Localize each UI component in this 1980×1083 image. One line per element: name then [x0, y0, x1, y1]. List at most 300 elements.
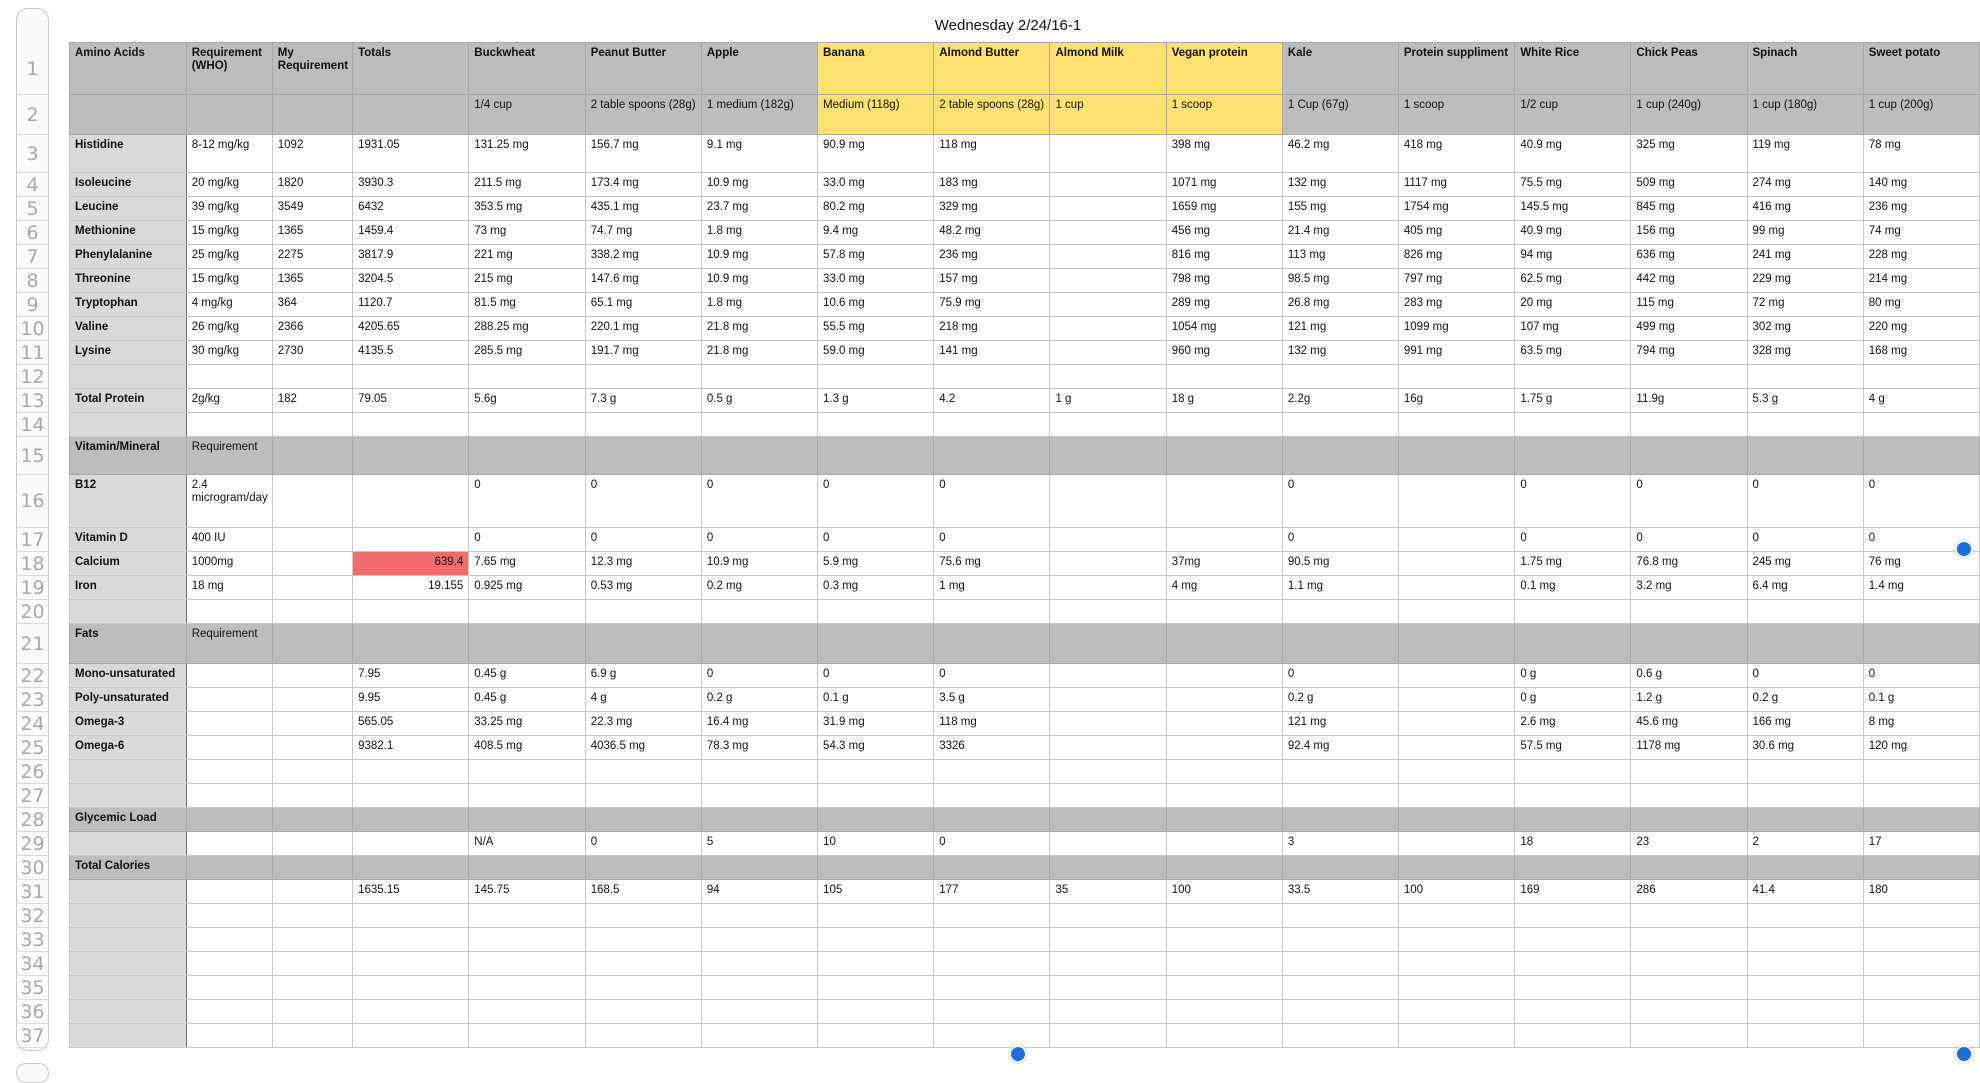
- row-number[interactable]: 9: [17, 293, 48, 317]
- table-cell[interactable]: [1515, 1000, 1631, 1024]
- table-cell[interactable]: 289 mg: [1166, 293, 1282, 317]
- table-cell[interactable]: [469, 976, 585, 1000]
- table-cell[interactable]: [1863, 928, 1979, 952]
- table-cell[interactable]: [272, 808, 352, 832]
- table-cell[interactable]: 10.9 mg: [701, 269, 817, 293]
- table-cell[interactable]: [186, 600, 272, 624]
- table-cell[interactable]: Requirement: [186, 437, 272, 475]
- table-cell[interactable]: [469, 856, 585, 880]
- table-cell[interactable]: [353, 95, 469, 135]
- table-cell[interactable]: [186, 760, 272, 784]
- table-cell[interactable]: 1459.4: [353, 221, 469, 245]
- table-cell[interactable]: 1659 mg: [1166, 197, 1282, 221]
- table-cell[interactable]: 6432: [353, 197, 469, 221]
- table-cell[interactable]: 2 table spoons (28g): [585, 95, 701, 135]
- table-cell[interactable]: [1631, 760, 1747, 784]
- table-cell[interactable]: 0: [1863, 528, 1979, 552]
- table-cell[interactable]: 435.1 mg: [585, 197, 701, 221]
- table-cell[interactable]: 147.6 mg: [585, 269, 701, 293]
- table-cell[interactable]: [353, 904, 469, 928]
- table-cell[interactable]: 132 mg: [1282, 341, 1398, 365]
- table-cell[interactable]: 1 cup (180g): [1747, 95, 1863, 135]
- table-cell[interactable]: [469, 904, 585, 928]
- table-cell[interactable]: [1050, 760, 1166, 784]
- table-cell[interactable]: [1282, 1000, 1398, 1024]
- table-cell[interactable]: 99 mg: [1747, 221, 1863, 245]
- table-cell[interactable]: [818, 952, 934, 976]
- table-cell[interactable]: 8 mg: [1863, 712, 1979, 736]
- table-cell[interactable]: 1 g: [1050, 389, 1166, 413]
- table-cell[interactable]: 2g/kg: [186, 389, 272, 413]
- table-cell[interactable]: 285.5 mg: [469, 341, 585, 365]
- table-cell[interactable]: [1166, 365, 1282, 389]
- table-cell[interactable]: 17: [1863, 832, 1979, 856]
- table-cell[interactable]: 33.0 mg: [818, 173, 934, 197]
- table-cell[interactable]: [1863, 413, 1979, 437]
- table-cell[interactable]: [585, 413, 701, 437]
- table-cell[interactable]: 73 mg: [469, 221, 585, 245]
- table-cell[interactable]: 816 mg: [1166, 245, 1282, 269]
- table-cell[interactable]: 3817.9: [353, 245, 469, 269]
- table-cell[interactable]: [585, 760, 701, 784]
- table-cell[interactable]: [1050, 475, 1166, 528]
- table-cell[interactable]: 62.5 mg: [1515, 269, 1631, 293]
- table-cell[interactable]: [353, 976, 469, 1000]
- row-label-cell[interactable]: [70, 904, 187, 928]
- table-cell[interactable]: [934, 1000, 1050, 1024]
- table-cell[interactable]: [1398, 784, 1514, 808]
- table-cell[interactable]: [1282, 365, 1398, 389]
- table-cell[interactable]: 221 mg: [469, 245, 585, 269]
- table-cell[interactable]: 7.65 mg: [469, 552, 585, 576]
- table-cell[interactable]: 45.6 mg: [1631, 712, 1747, 736]
- table-cell[interactable]: [701, 600, 817, 624]
- table-cell[interactable]: 21.8 mg: [701, 341, 817, 365]
- table-cell[interactable]: 16g: [1398, 389, 1514, 413]
- table-cell[interactable]: 283 mg: [1398, 293, 1514, 317]
- row-number[interactable]: 16: [17, 475, 48, 528]
- table-cell[interactable]: [1398, 928, 1514, 952]
- table-cell[interactable]: [1398, 904, 1514, 928]
- table-cell[interactable]: [1631, 624, 1747, 664]
- table-cell[interactable]: [1050, 341, 1166, 365]
- row-label-cell[interactable]: [70, 600, 187, 624]
- table-cell[interactable]: 398 mg: [1166, 135, 1282, 173]
- table-cell[interactable]: [1863, 856, 1979, 880]
- table-cell[interactable]: [934, 856, 1050, 880]
- table-cell[interactable]: [1050, 528, 1166, 552]
- table-cell[interactable]: [186, 1024, 272, 1048]
- row-number[interactable]: 19: [17, 576, 48, 600]
- table-cell[interactable]: [272, 600, 352, 624]
- table-cell[interactable]: 19.155: [353, 576, 469, 600]
- table-cell[interactable]: [272, 95, 352, 135]
- table-cell[interactable]: [818, 856, 934, 880]
- table-cell[interactable]: 4 g: [585, 688, 701, 712]
- row-label-cell[interactable]: [70, 95, 187, 135]
- table-cell[interactable]: [272, 576, 352, 600]
- table-cell[interactable]: 0: [1631, 475, 1747, 528]
- table-cell[interactable]: Buckwheat: [469, 43, 585, 95]
- table-cell[interactable]: [353, 528, 469, 552]
- table-cell[interactable]: [1166, 600, 1282, 624]
- table-cell[interactable]: 76 mg: [1863, 552, 1979, 576]
- table-cell[interactable]: 0.2 g: [1282, 688, 1398, 712]
- table-cell[interactable]: 9.4 mg: [818, 221, 934, 245]
- table-cell[interactable]: [1050, 952, 1166, 976]
- table-cell[interactable]: [1166, 1000, 1282, 1024]
- row-number[interactable]: 6: [17, 221, 48, 245]
- row-label-cell[interactable]: Glycemic Load: [70, 808, 187, 832]
- table-cell[interactable]: [469, 1000, 585, 1024]
- table-cell[interactable]: 6.9 g: [585, 664, 701, 688]
- table-cell[interactable]: 218 mg: [934, 317, 1050, 341]
- row-number[interactable]: 13: [17, 389, 48, 413]
- table-cell[interactable]: 20 mg/kg: [186, 173, 272, 197]
- table-cell[interactable]: 10.9 mg: [701, 552, 817, 576]
- table-cell[interactable]: [1050, 736, 1166, 760]
- table-cell[interactable]: [1050, 365, 1166, 389]
- table-cell[interactable]: [1863, 1024, 1979, 1048]
- table-cell[interactable]: [272, 976, 352, 1000]
- row-label-cell[interactable]: Leucine: [70, 197, 187, 221]
- table-cell[interactable]: [1050, 173, 1166, 197]
- table-cell[interactable]: [1398, 576, 1514, 600]
- table-cell[interactable]: [1050, 245, 1166, 269]
- table-cell[interactable]: 4.2: [934, 389, 1050, 413]
- table-cell[interactable]: [934, 976, 1050, 1000]
- table-cell[interactable]: [1631, 928, 1747, 952]
- table-cell[interactable]: 46.2 mg: [1282, 135, 1398, 173]
- table-cell[interactable]: [272, 904, 352, 928]
- row-number[interactable]: 31: [17, 880, 48, 904]
- table-cell[interactable]: [353, 808, 469, 832]
- table-cell[interactable]: [186, 365, 272, 389]
- row-number[interactable]: 30: [17, 856, 48, 880]
- table-cell[interactable]: [1050, 135, 1166, 173]
- table-cell[interactable]: 26.8 mg: [1282, 293, 1398, 317]
- table-cell[interactable]: [701, 760, 817, 784]
- table-cell[interactable]: Banana: [818, 43, 934, 95]
- table-cell[interactable]: 75.5 mg: [1515, 173, 1631, 197]
- table-cell[interactable]: 405 mg: [1398, 221, 1514, 245]
- table-cell[interactable]: Kale: [1282, 43, 1398, 95]
- table-cell[interactable]: 442 mg: [1631, 269, 1747, 293]
- table-cell[interactable]: 131.25 mg: [469, 135, 585, 173]
- table-cell[interactable]: [1050, 413, 1166, 437]
- table-cell[interactable]: [469, 413, 585, 437]
- table-cell[interactable]: [272, 736, 352, 760]
- table-cell[interactable]: 0.53 mg: [585, 576, 701, 600]
- table-cell[interactable]: [1166, 952, 1282, 976]
- table-cell[interactable]: 0: [934, 664, 1050, 688]
- table-cell[interactable]: 0: [1863, 664, 1979, 688]
- table-cell[interactable]: [272, 624, 352, 664]
- table-cell[interactable]: [1050, 808, 1166, 832]
- table-cell[interactable]: 168.5: [585, 880, 701, 904]
- table-cell[interactable]: 400 IU: [186, 528, 272, 552]
- table-cell[interactable]: [272, 832, 352, 856]
- row-label-cell[interactable]: [70, 952, 187, 976]
- table-cell[interactable]: [1398, 475, 1514, 528]
- table-cell[interactable]: 100: [1166, 880, 1282, 904]
- table-cell[interactable]: [934, 413, 1050, 437]
- table-cell[interactable]: [1282, 784, 1398, 808]
- table-cell[interactable]: [186, 784, 272, 808]
- table-cell[interactable]: 10: [818, 832, 934, 856]
- table-cell[interactable]: [1050, 576, 1166, 600]
- table-cell[interactable]: 1092: [272, 135, 352, 173]
- table-cell[interactable]: 0: [1515, 528, 1631, 552]
- table-cell[interactable]: 119 mg: [1747, 135, 1863, 173]
- table-cell[interactable]: [469, 784, 585, 808]
- table-cell[interactable]: 3: [1282, 832, 1398, 856]
- table-cell[interactable]: 991 mg: [1398, 341, 1514, 365]
- row-number[interactable]: 2: [17, 95, 48, 135]
- table-cell[interactable]: 0: [934, 528, 1050, 552]
- row-number[interactable]: 10: [17, 317, 48, 341]
- table-cell[interactable]: [818, 1000, 934, 1024]
- row-label-cell[interactable]: Tryptophan: [70, 293, 187, 317]
- table-cell[interactable]: 215 mg: [469, 269, 585, 293]
- table-cell[interactable]: 141 mg: [934, 341, 1050, 365]
- row-number[interactable]: 5: [17, 197, 48, 221]
- table-cell[interactable]: 10.6 mg: [818, 293, 934, 317]
- table-cell[interactable]: 328 mg: [1747, 341, 1863, 365]
- table-cell[interactable]: [1050, 269, 1166, 293]
- table-cell[interactable]: [1747, 760, 1863, 784]
- table-cell[interactable]: [1863, 365, 1979, 389]
- table-cell[interactable]: [1863, 600, 1979, 624]
- table-cell[interactable]: 3.2 mg: [1631, 576, 1747, 600]
- table-cell[interactable]: 113 mg: [1282, 245, 1398, 269]
- table-cell[interactable]: 30.6 mg: [1747, 736, 1863, 760]
- table-cell[interactable]: [934, 365, 1050, 389]
- table-cell[interactable]: [585, 1000, 701, 1024]
- table-cell[interactable]: 5.6g: [469, 389, 585, 413]
- table-cell[interactable]: [1050, 552, 1166, 576]
- table-cell[interactable]: 0.1 g: [1863, 688, 1979, 712]
- table-cell[interactable]: My Requirement: [272, 43, 352, 95]
- table-cell[interactable]: 21.4 mg: [1282, 221, 1398, 245]
- table-cell[interactable]: [1398, 528, 1514, 552]
- table-cell[interactable]: 169: [1515, 880, 1631, 904]
- table-cell[interactable]: 0: [585, 475, 701, 528]
- table-cell[interactable]: [272, 688, 352, 712]
- table-cell[interactable]: 0: [818, 475, 934, 528]
- table-cell[interactable]: [1166, 1024, 1282, 1048]
- table-cell[interactable]: [1631, 976, 1747, 1000]
- table-cell[interactable]: 81.5 mg: [469, 293, 585, 317]
- table-cell[interactable]: [1631, 437, 1747, 475]
- table-cell[interactable]: 0.925 mg: [469, 576, 585, 600]
- table-cell[interactable]: 20 mg: [1515, 293, 1631, 317]
- row-number[interactable]: 17: [17, 528, 48, 552]
- row-label-cell[interactable]: Omega-6: [70, 736, 187, 760]
- row-label-cell[interactable]: Fats: [70, 624, 187, 664]
- row-number[interactable]: 27: [17, 784, 48, 808]
- table-cell[interactable]: 211.5 mg: [469, 173, 585, 197]
- table-cell[interactable]: [818, 600, 934, 624]
- table-cell[interactable]: 3930.3: [353, 173, 469, 197]
- table-cell[interactable]: [818, 808, 934, 832]
- table-cell[interactable]: 180: [1863, 880, 1979, 904]
- table-cell[interactable]: 80 mg: [1863, 293, 1979, 317]
- table-cell[interactable]: 220.1 mg: [585, 317, 701, 341]
- table-cell[interactable]: 1099 mg: [1398, 317, 1514, 341]
- table-cell[interactable]: [469, 1024, 585, 1048]
- table-cell[interactable]: 456 mg: [1166, 221, 1282, 245]
- table-cell[interactable]: 3204.5: [353, 269, 469, 293]
- table-cell[interactable]: [1282, 928, 1398, 952]
- table-cell[interactable]: 23: [1631, 832, 1747, 856]
- table-cell[interactable]: 0.2 mg: [701, 576, 817, 600]
- row-number[interactable]: 3: [17, 135, 48, 173]
- table-cell[interactable]: 63.5 mg: [1515, 341, 1631, 365]
- table-cell[interactable]: [272, 664, 352, 688]
- table-cell[interactable]: [1166, 856, 1282, 880]
- table-cell[interactable]: [1282, 437, 1398, 475]
- table-cell[interactable]: 0: [818, 528, 934, 552]
- table-cell[interactable]: [353, 413, 469, 437]
- table-cell[interactable]: 54.3 mg: [818, 736, 934, 760]
- table-cell[interactable]: 1 mg: [934, 576, 1050, 600]
- table-cell[interactable]: [1166, 688, 1282, 712]
- table-cell[interactable]: 145.75: [469, 880, 585, 904]
- table-cell[interactable]: [585, 784, 701, 808]
- table-cell[interactable]: 1.2 g: [1631, 688, 1747, 712]
- table-cell[interactable]: Spinach: [1747, 43, 1863, 95]
- table-cell[interactable]: [272, 760, 352, 784]
- table-cell[interactable]: [934, 624, 1050, 664]
- table-cell[interactable]: [186, 413, 272, 437]
- table-cell[interactable]: [186, 688, 272, 712]
- table-cell[interactable]: 0.6 g: [1631, 664, 1747, 688]
- table-cell[interactable]: 0: [1747, 664, 1863, 688]
- row-number[interactable]: 33: [17, 928, 48, 952]
- table-cell[interactable]: 166 mg: [1747, 712, 1863, 736]
- table-cell[interactable]: [1515, 856, 1631, 880]
- table-cell[interactable]: [1747, 624, 1863, 664]
- table-cell[interactable]: 1 cup: [1050, 95, 1166, 135]
- table-cell[interactable]: Medium (118g): [818, 95, 934, 135]
- table-cell[interactable]: [1282, 976, 1398, 1000]
- table-cell[interactable]: 9382.1: [353, 736, 469, 760]
- table-cell[interactable]: 3549: [272, 197, 352, 221]
- table-cell[interactable]: 636 mg: [1631, 245, 1747, 269]
- table-cell[interactable]: [701, 413, 817, 437]
- table-cell[interactable]: [585, 600, 701, 624]
- table-cell[interactable]: [353, 365, 469, 389]
- table-cell[interactable]: [469, 624, 585, 664]
- table-cell[interactable]: [469, 928, 585, 952]
- table-cell[interactable]: [818, 784, 934, 808]
- table-cell[interactable]: 214 mg: [1863, 269, 1979, 293]
- table-cell[interactable]: 39 mg/kg: [186, 197, 272, 221]
- row-label-cell[interactable]: Omega-3: [70, 712, 187, 736]
- table-cell[interactable]: [1863, 760, 1979, 784]
- table-cell[interactable]: [353, 1000, 469, 1024]
- table-cell[interactable]: [701, 784, 817, 808]
- table-cell[interactable]: [353, 475, 469, 528]
- table-cell[interactable]: 75.6 mg: [934, 552, 1050, 576]
- table-cell[interactable]: 1000mg: [186, 552, 272, 576]
- table-cell[interactable]: [186, 904, 272, 928]
- table-cell[interactable]: 0.3 mg: [818, 576, 934, 600]
- row-label-cell[interactable]: Vitamin D: [70, 528, 187, 552]
- table-cell[interactable]: [701, 808, 817, 832]
- table-cell[interactable]: [1282, 808, 1398, 832]
- table-cell[interactable]: [353, 600, 469, 624]
- table-cell[interactable]: Almond Milk: [1050, 43, 1166, 95]
- table-cell[interactable]: [272, 413, 352, 437]
- row-label-cell[interactable]: Threonine: [70, 269, 187, 293]
- table-cell[interactable]: [585, 904, 701, 928]
- table-cell[interactable]: [186, 952, 272, 976]
- row-label-cell[interactable]: [70, 1000, 187, 1024]
- table-cell[interactable]: 499 mg: [1631, 317, 1747, 341]
- table-cell[interactable]: [1747, 413, 1863, 437]
- table-cell[interactable]: 18 mg: [186, 576, 272, 600]
- table-cell[interactable]: 826 mg: [1398, 245, 1514, 269]
- table-cell[interactable]: Apple: [701, 43, 817, 95]
- table-cell[interactable]: 177: [934, 880, 1050, 904]
- table-cell[interactable]: 416 mg: [1747, 197, 1863, 221]
- table-cell[interactable]: 78 mg: [1863, 135, 1979, 173]
- table-cell[interactable]: [1631, 1000, 1747, 1024]
- table-cell[interactable]: [701, 624, 817, 664]
- table-cell[interactable]: 59.0 mg: [818, 341, 934, 365]
- table-cell[interactable]: 4205.65: [353, 317, 469, 341]
- table-cell[interactable]: [186, 832, 272, 856]
- table-cell[interactable]: [1050, 904, 1166, 928]
- table-cell[interactable]: [701, 365, 817, 389]
- table-cell[interactable]: 31.9 mg: [818, 712, 934, 736]
- table-cell[interactable]: 168 mg: [1863, 341, 1979, 365]
- table-cell[interactable]: 191.7 mg: [585, 341, 701, 365]
- spreadsheet-table[interactable]: [69, 42, 1980, 1048]
- table-cell[interactable]: 1117 mg: [1398, 173, 1514, 197]
- table-cell[interactable]: 1.1 mg: [1282, 576, 1398, 600]
- table-cell[interactable]: 4135.5: [353, 341, 469, 365]
- table-cell[interactable]: 228 mg: [1863, 245, 1979, 269]
- table-cell[interactable]: [1398, 976, 1514, 1000]
- table-cell[interactable]: [818, 437, 934, 475]
- table-cell[interactable]: [272, 552, 352, 576]
- table-cell[interactable]: [818, 624, 934, 664]
- table-cell[interactable]: 797 mg: [1398, 269, 1514, 293]
- table-cell[interactable]: 9.1 mg: [701, 135, 817, 173]
- table-cell[interactable]: [1631, 1024, 1747, 1048]
- row-label-cell[interactable]: [70, 880, 187, 904]
- table-cell[interactable]: [1398, 437, 1514, 475]
- table-cell[interactable]: 1820: [272, 173, 352, 197]
- table-cell[interactable]: [353, 784, 469, 808]
- table-cell[interactable]: [1863, 624, 1979, 664]
- table-cell[interactable]: 0: [701, 528, 817, 552]
- table-cell[interactable]: [1282, 600, 1398, 624]
- table-cell[interactable]: 0: [1631, 528, 1747, 552]
- table-cell[interactable]: [1398, 1024, 1514, 1048]
- table-cell[interactable]: [818, 1024, 934, 1048]
- table-cell[interactable]: [1747, 784, 1863, 808]
- table-cell[interactable]: 0.45 g: [469, 688, 585, 712]
- row-label-cell[interactable]: [70, 760, 187, 784]
- table-cell[interactable]: 22.3 mg: [585, 712, 701, 736]
- table-cell[interactable]: 0: [1282, 475, 1398, 528]
- table-cell[interactable]: [585, 808, 701, 832]
- table-cell[interactable]: [1398, 552, 1514, 576]
